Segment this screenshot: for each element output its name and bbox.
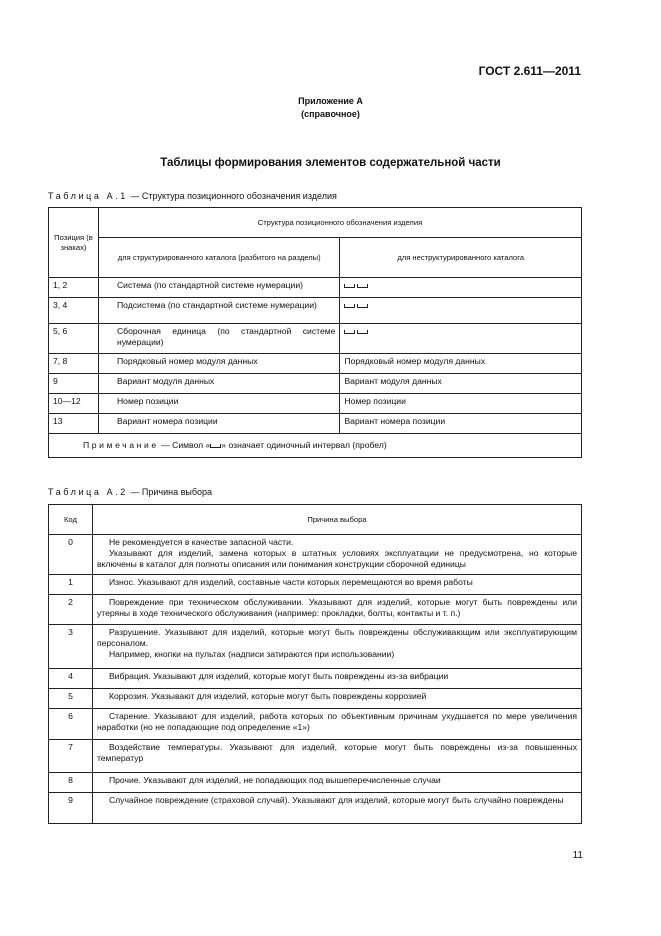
table-row-reason [92,535,581,575]
appendix-subtitle: (справочное) [301,109,360,119]
blank-space-icon [357,330,368,334]
table-row-pos: 5, 6 [49,324,99,354]
table-a1-header-structure: Структура позиционного обозначения изделия [98,208,581,238]
table-row-reason [92,773,581,793]
table-a1-caption-prefix: Таблица А.1 [48,191,128,201]
table-row-structured: Номер позиции [98,394,340,414]
reason-paragraph: Например, кнопки на пультах (надписи затираются при использовании) [108,649,395,659]
section-title: Таблицы формирования элементов содержательной части [160,157,501,169]
table-row-structured: Вариант номера позиции [98,414,340,434]
table-row-code: 0 [49,535,93,575]
table-a1-note [49,434,582,458]
note-text-after: » означает одиночный интервал (пробел) [221,440,387,450]
table-row-unstructured [340,324,582,354]
table-row-pos: 3, 4 [49,298,99,324]
table-row-reason [92,793,581,824]
table-row-code: 8 [49,773,93,793]
table-a2-caption-text: — Причина выбора [130,487,213,497]
table-row-code: 3 [49,625,93,669]
table-row-reason [92,669,581,689]
table-row-code: 6 [49,709,93,740]
note-prefix: Примечание [83,440,159,450]
table-a2-header-code: Код [49,505,93,535]
table-a2-header-reason: Причина выбора [92,505,581,535]
note-text-before: — Символ « [161,440,211,450]
table-a1-header-position: Позиция (в знаках) [49,208,99,278]
reason-paragraph: Вибрация. Указывают для изделий, которые могут быть повреждены из-за вибрации [108,671,449,681]
reason-paragraph: Старение. Указывают для изделий, работа которых по объективным причинам ухудшается по мере увеличения наработки (но не попадающие под определение «1») [96,711,577,732]
table-row-structured: Система (по стандартной системе нумерации) [98,278,340,298]
table-a1-header-structured: для структурированного каталога (разбитого на разделы) [98,238,340,278]
table-row-unstructured [340,278,582,298]
table-a1 [48,207,582,458]
table-row-unstructured: Вариант модуля данных [340,374,582,394]
table-row-pos: 7, 8 [49,354,99,374]
blank-space-icon [210,444,221,448]
table-row-reason [92,709,581,740]
table-row-code: 4 [49,669,93,689]
table-a2 [48,504,582,824]
table-row-pos: 1, 2 [49,278,99,298]
table-a1-caption [48,191,337,201]
table-row-code: 1 [49,575,93,595]
blank-space-icon [344,304,355,308]
table-row-code: 7 [49,740,93,773]
table-row-unstructured: Номер позиции [340,394,582,414]
reason-paragraph: Коррозия. Указывают для изделий, которые могут быть повреждены коррозией [108,691,427,701]
table-row-code: 2 [49,595,93,625]
table-row-reason [92,689,581,709]
table-row-reason [92,575,581,595]
document-standard-number: ГОСТ 2.611—2011 [478,64,581,78]
table-a1-header-unstructured: для неструктурированного каталога [340,238,582,278]
appendix-title: Приложение А [298,96,363,106]
table-row-structured: Порядковый номер модуля данных [98,354,340,374]
reason-paragraph: Прочие. Указывают для изделий, не попадающих под вышеперечисленные случаи [108,775,441,785]
table-row-unstructured [340,298,582,324]
table-row-code: 5 [49,689,93,709]
reason-paragraph: Случайное повреждение (страховой случай). Указывают для изделий, которые могут быть случайно повреждены [108,795,564,805]
reason-paragraph: Разрушение. Указывают для изделий, которые могут быть повреждены обслуживающим или эксплуатирующим персоналом. [96,627,577,648]
blank-space-icon [344,284,355,288]
table-row-pos: 13 [49,414,99,434]
table-a2-caption [48,487,212,497]
table-row-pos: 10—12 [49,394,99,414]
reason-paragraph: Не рекомендуется в качестве запасной части. [108,537,294,547]
reason-paragraph: Износ. Указывают для изделий, составные части которых перемещаются во время работы [108,577,473,587]
table-row-unstructured: Вариант номера позиции [340,414,582,434]
table-row-structured: Вариант модуля данных [98,374,340,394]
page-number: 11 [572,850,583,861]
reason-paragraph: Повреждение при техническом обслуживании. Указывают для изделий, которые могут быть повреждены или утеряны в ходе технического обслуживания (например: прокладки, болты, контакты и т. п.) [96,597,577,618]
table-row-structured: Подсистема (по стандартной системе нумерации) [98,298,340,324]
reason-paragraph: Воздействие температуры. Указывают для изделий, которые могут быть повреждены из-за повышенных температур [96,742,577,763]
table-row-reason [92,625,581,669]
blank-space-icon [344,330,355,334]
reason-paragraph: Указывают для изделий, замена которых в штатных условиях эксплуатации не предусмотрена, но которые включены в каталог для полноты описания или понимания конструкции сборочной единицы [96,548,577,569]
table-a1-caption-text: — Структура позиционного обозначения изделия [130,191,337,201]
table-row-reason [92,595,581,625]
table-row-reason [92,740,581,773]
table-row-unstructured: Порядковый номер модуля данных [340,354,582,374]
table-row-structured: Сборочная единица (по стандартной системе нумерации) [98,324,340,354]
table-a2-caption-prefix: Таблица А.2 [48,487,128,497]
table-row-code: 9 [49,793,93,824]
blank-space-icon [357,304,368,308]
blank-space-icon [357,284,368,288]
table-row-pos: 9 [49,374,99,394]
